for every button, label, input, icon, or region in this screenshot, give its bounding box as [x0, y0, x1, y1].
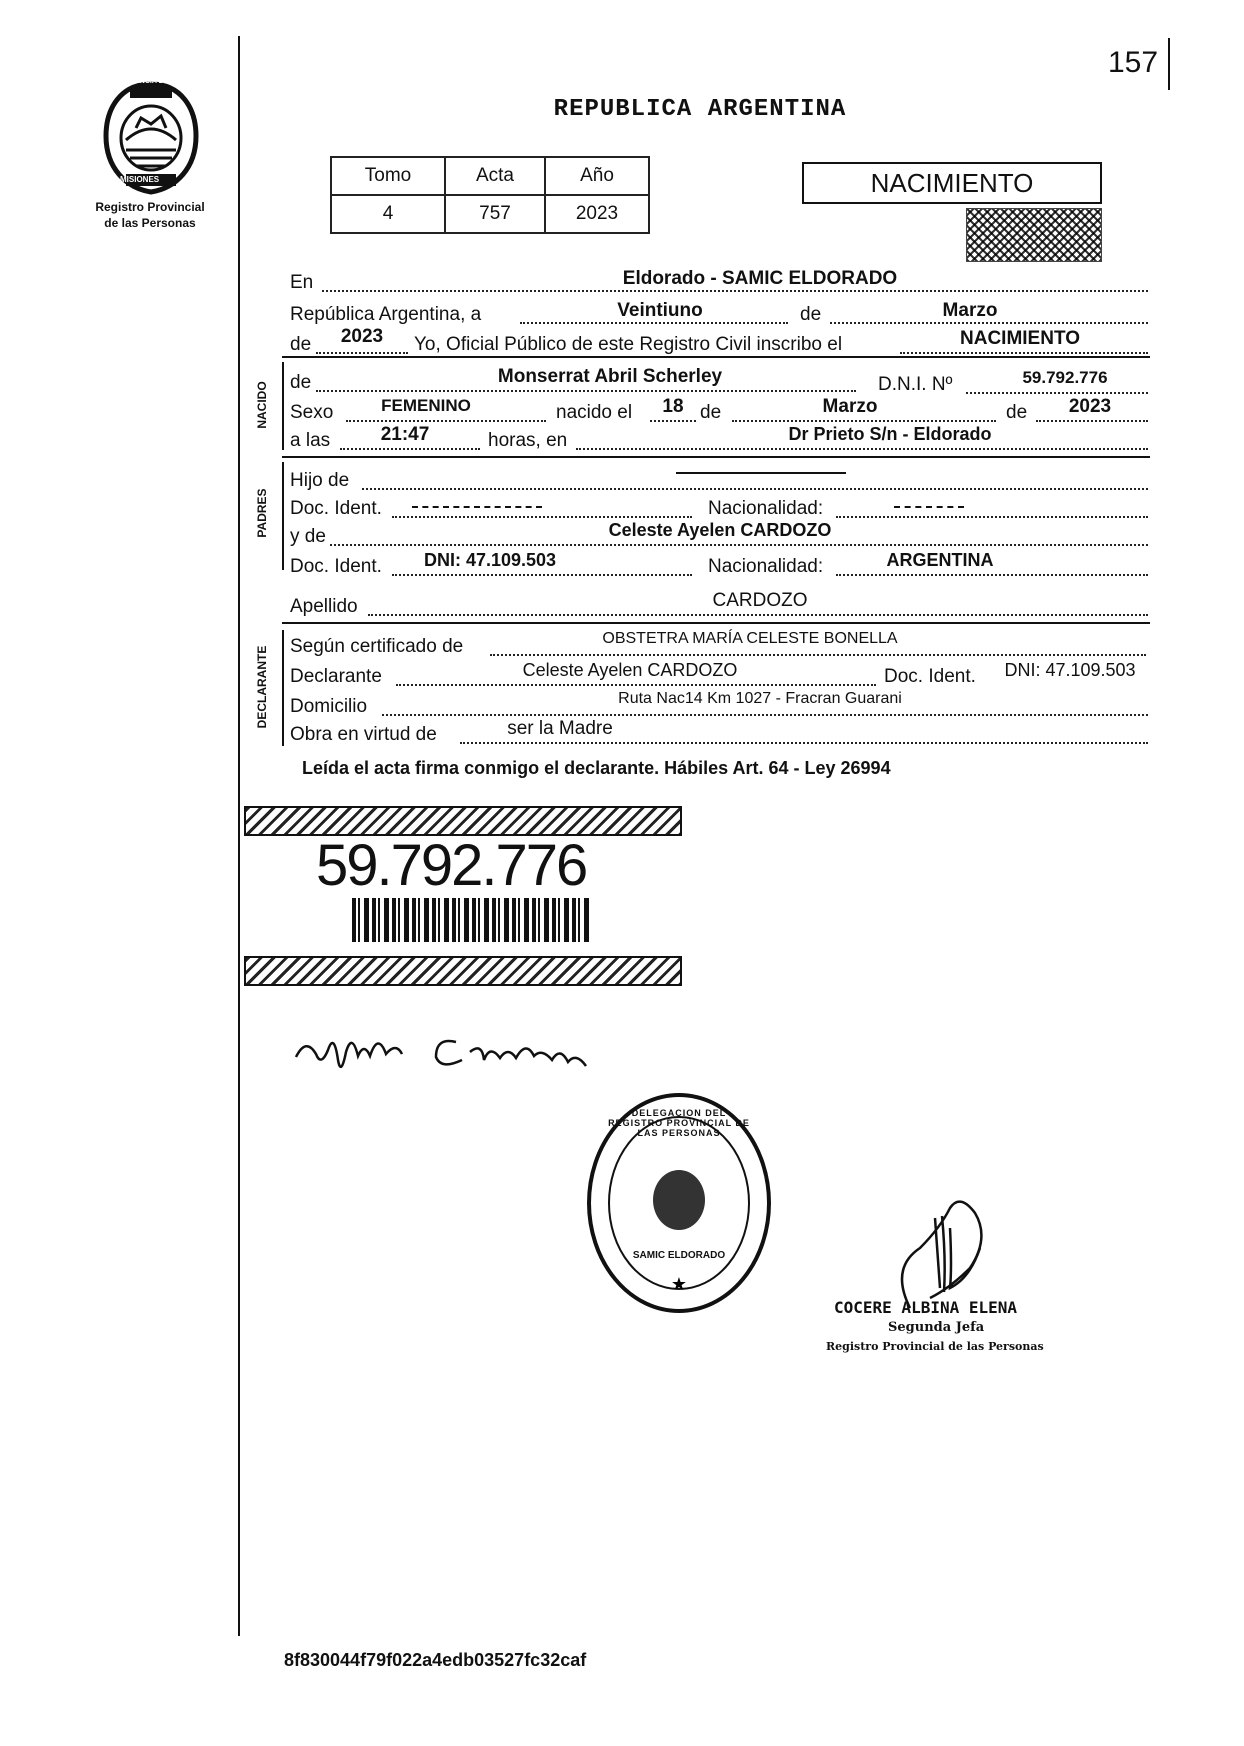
father-doc-label: Doc. Ident.	[290, 498, 382, 519]
declarante-rule	[282, 630, 284, 746]
sexo-value: FEMENINO	[381, 396, 471, 415]
de-label-1: de	[800, 304, 822, 325]
cert-label: Según certificado de	[290, 636, 464, 657]
security-stripe-bottom	[244, 956, 682, 986]
en-label: En	[290, 272, 314, 293]
nacido-de-label-3: de	[1006, 402, 1028, 423]
nacido-el-label: nacido el	[556, 402, 633, 423]
signature-text	[286, 1012, 293, 1013]
declarante-doc-value: DNI: 47.109.503	[1004, 660, 1136, 680]
obra-label: Obra en virtud de	[290, 724, 437, 745]
dni-value: 59.792.776	[1022, 368, 1108, 387]
time-value: 21:47	[380, 424, 430, 445]
document-hash: 8f830044f79f022a4edb03527fc32caf	[284, 1650, 587, 1670]
obra-value: ser la Madre	[507, 718, 613, 739]
table-header-tomo: Tomo	[331, 157, 445, 195]
yo-label: Yo, Oficial Público de este Registro Civil inscribo el	[414, 334, 843, 355]
dni-block-number: 59.792.776	[316, 833, 587, 898]
mother-nat-value: ARGENTINA	[886, 550, 994, 570]
dni-label: D.N.I. Nº	[878, 374, 953, 395]
mother-doc-value: DNI: 47.109.503	[423, 550, 557, 570]
child-name-value: Monserrat Abril Scherley	[497, 366, 723, 387]
father-nat-label: Nacionalidad:	[708, 498, 824, 519]
sexo-label: Sexo	[290, 402, 334, 423]
father-doc-blank-mark	[412, 504, 542, 508]
father-nat-line	[836, 496, 1148, 518]
place-value: Eldorado - SAMIC ELDORADO	[622, 268, 898, 289]
officer-office: Registro Provincial de las Personas	[826, 1340, 1044, 1353]
legal-text: Leída el acta firma conmigo el declarante. Hábiles Art. 64 - Ley 26994	[302, 758, 891, 778]
security-hologram	[966, 208, 1102, 262]
logo-seal-text-top: PROVINCIA DE	[118, 78, 169, 85]
apellido-value: CARDOZO	[712, 590, 808, 611]
divider-3	[282, 622, 1150, 624]
logo-caption-line1: Registro Provincial	[95, 200, 205, 214]
declarante-section-label: DECLARANTE	[255, 645, 269, 729]
signature-scribble	[286, 1012, 646, 1082]
alas-label: a las	[290, 430, 331, 451]
horas-label: horas, en	[488, 430, 568, 451]
svg-text:★: ★	[670, 1274, 688, 1295]
month-value: Marzo	[942, 300, 998, 321]
hijo-de-label: Hijo de	[290, 470, 350, 491]
page-number: 157	[1108, 46, 1159, 79]
nacido-de-label-2: de	[700, 402, 722, 423]
declarant-signature	[286, 1012, 646, 1082]
act-type-value: NACIMIENTO	[960, 328, 1080, 349]
domicilio-label: Domicilio	[290, 696, 368, 717]
birth-day-value: 18	[662, 396, 684, 417]
yde-label: y de	[290, 526, 326, 547]
act-type-box	[802, 162, 1102, 204]
divider-2	[282, 456, 1150, 458]
cert-value: OBSTETRA MARÍA CELESTE BONELLA	[602, 630, 898, 647]
father-blank-mark	[676, 472, 846, 474]
declarante-value: Celeste Ayelen CARDOZO	[522, 660, 738, 680]
officer-title: Segunda Jefa	[888, 1320, 985, 1335]
stamp-inner-text: SAMIC ELDORADO	[632, 1250, 726, 1261]
mother-nat-label: Nacionalidad:	[708, 556, 824, 577]
mother-doc-label: Doc. Ident.	[290, 556, 382, 577]
stamp-outer-text: DELEGACION DEL REGISTRO PROVINCIAL DE LAS PERSONAS	[608, 1108, 750, 1138]
act-type-label: NACIMIENTO	[870, 168, 1034, 198]
table-value-anio: 2023	[545, 195, 649, 233]
dni-barcode	[352, 898, 590, 942]
domicilio-value: Ruta Nac14 Km 1027 - Fracran Guarani	[618, 690, 902, 707]
left-margin-rule	[238, 36, 240, 1636]
record-table	[330, 156, 650, 234]
birth-year-value: 2023	[1068, 396, 1112, 417]
right-margin-rule	[1168, 38, 1170, 90]
father-nat-blank-mark	[894, 504, 964, 508]
mother-name-value: Celeste Ayelen CARDOZO	[608, 520, 832, 540]
officer-name: COCERE ALBINA ELENA	[834, 1298, 1018, 1317]
apellido-label: Apellido	[290, 596, 358, 617]
birth-month-value: Marzo	[822, 396, 878, 417]
republica-label: República Argentina, a	[290, 304, 482, 325]
year-value: 2023	[340, 326, 384, 347]
nacido-rule	[282, 362, 284, 450]
official-stamp	[584, 1090, 774, 1316]
page-title: REPUBLICA ARGENTINA	[553, 96, 847, 123]
divider-1	[282, 356, 1150, 358]
logo-seal-text-bottom: MISIONES	[120, 175, 160, 184]
birth-place-value: Dr Prieto S/n - Eldorado	[788, 424, 992, 444]
table-value-acta: 757	[445, 195, 545, 233]
table-value-tomo: 4	[331, 195, 445, 233]
table-header-anio: Año	[545, 157, 649, 195]
padres-rule	[282, 462, 284, 570]
logo-caption-line2: de las Personas	[104, 216, 196, 230]
de-label-2: de	[290, 334, 312, 355]
day-words-value: Veintiuno	[617, 300, 703, 321]
declarante-label: Declarante	[290, 666, 382, 687]
table-header-acta: Acta	[445, 157, 545, 195]
padres-section-label: PADRES	[255, 488, 269, 538]
nacido-de-label: de	[290, 372, 312, 393]
declarante-doc-label: Doc. Ident.	[884, 666, 976, 687]
nacido-section-label: NACIDO	[255, 381, 269, 429]
